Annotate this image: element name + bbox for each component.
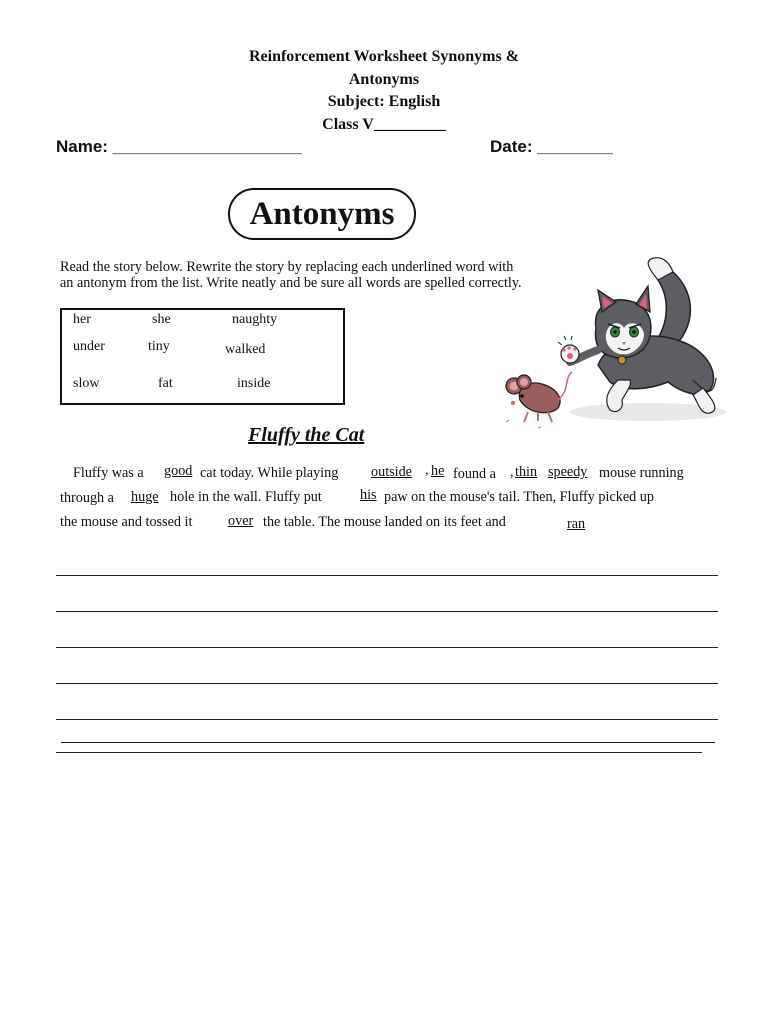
word-list-item: she <box>152 312 171 327</box>
underlined-word: he <box>431 463 445 479</box>
date-field: Date: ________ <box>490 137 613 156</box>
underlined-word: speedy <box>548 464 588 480</box>
writing-line <box>56 683 718 684</box>
instructions <box>60 259 560 291</box>
underlined-word: outside <box>371 464 412 480</box>
word-list-box <box>60 308 345 405</box>
cat-tail <box>656 268 691 345</box>
underlined-word: over <box>228 513 254 529</box>
instructions-line-2: an antonym from the list. Write neatly and be sure all words are spelled correctly. <box>60 275 522 291</box>
word-list-item: inside <box>237 376 271 391</box>
word-list-item: her <box>73 312 91 327</box>
writing-line <box>56 752 702 753</box>
mouse-eye <box>520 394 524 398</box>
cat-paw-pad <box>567 353 573 359</box>
story-text: mouse running <box>599 465 684 481</box>
story-title: Fluffy the Cat <box>248 424 365 446</box>
story-text: paw on the mouse's tail. Then, Fluffy picked up <box>384 489 654 505</box>
cat-pupil-right <box>632 330 636 334</box>
underlined-word: good <box>164 463 193 479</box>
writing-line <box>56 719 718 720</box>
writing-line <box>56 647 718 648</box>
cat-toe-bean <box>562 348 565 351</box>
word-list-item: under <box>73 339 105 354</box>
motion-lines <box>558 336 572 345</box>
mouse-tail <box>558 372 572 400</box>
name-field: Name: ____________________ <box>56 137 302 156</box>
underlined-word: his <box>360 487 377 503</box>
cat-bell <box>618 356 626 364</box>
word-list-item: fat <box>158 376 173 391</box>
writing-line <box>56 611 718 612</box>
word-list-item: walked <box>225 342 266 357</box>
cat-and-mouse-illustration <box>498 250 728 440</box>
story-text: through a <box>60 490 114 506</box>
instructions-line-1: Read the story below. Rewrite the story by replacing each underlined word with <box>60 259 514 275</box>
cat-pupil-left <box>613 330 617 334</box>
word-list-item: tiny <box>148 339 170 354</box>
writing-line <box>56 575 718 576</box>
class-line: Class V_________ <box>322 116 446 133</box>
subject-line: Subject: English <box>327 93 441 110</box>
mouse-ear-inner <box>520 378 528 386</box>
story-text: Fluffy was a <box>73 465 144 481</box>
story-text: hole in the wall. Fluffy put <box>170 489 322 505</box>
worksheet-title-line-2: Antonyms <box>348 71 420 88</box>
mouse-legs <box>524 412 552 422</box>
story-text: , <box>425 462 429 478</box>
underlined-word: huge <box>131 489 159 505</box>
section-title-antonyms: Antonyms <box>228 188 416 240</box>
story-text: cat today. While playing <box>200 465 339 481</box>
underlined-word: ran <box>567 516 586 532</box>
underlined-word: thin <box>515 464 538 480</box>
mouse-nose <box>511 401 515 405</box>
story-text: the table. The mouse landed on its feet and <box>263 514 506 530</box>
cat-toe-bean <box>573 347 576 350</box>
story-text: the mouse and tossed it <box>60 514 193 530</box>
worksheet-title-line-1: Reinforcement Worksheet Synonyms & <box>248 48 520 65</box>
story-text: , <box>510 464 514 480</box>
cat-toe-bean <box>567 346 570 349</box>
writing-line <box>61 742 715 743</box>
story-text: found a <box>453 466 496 482</box>
word-list-item: slow <box>73 376 100 391</box>
word-list-item: naughty <box>232 312 278 327</box>
